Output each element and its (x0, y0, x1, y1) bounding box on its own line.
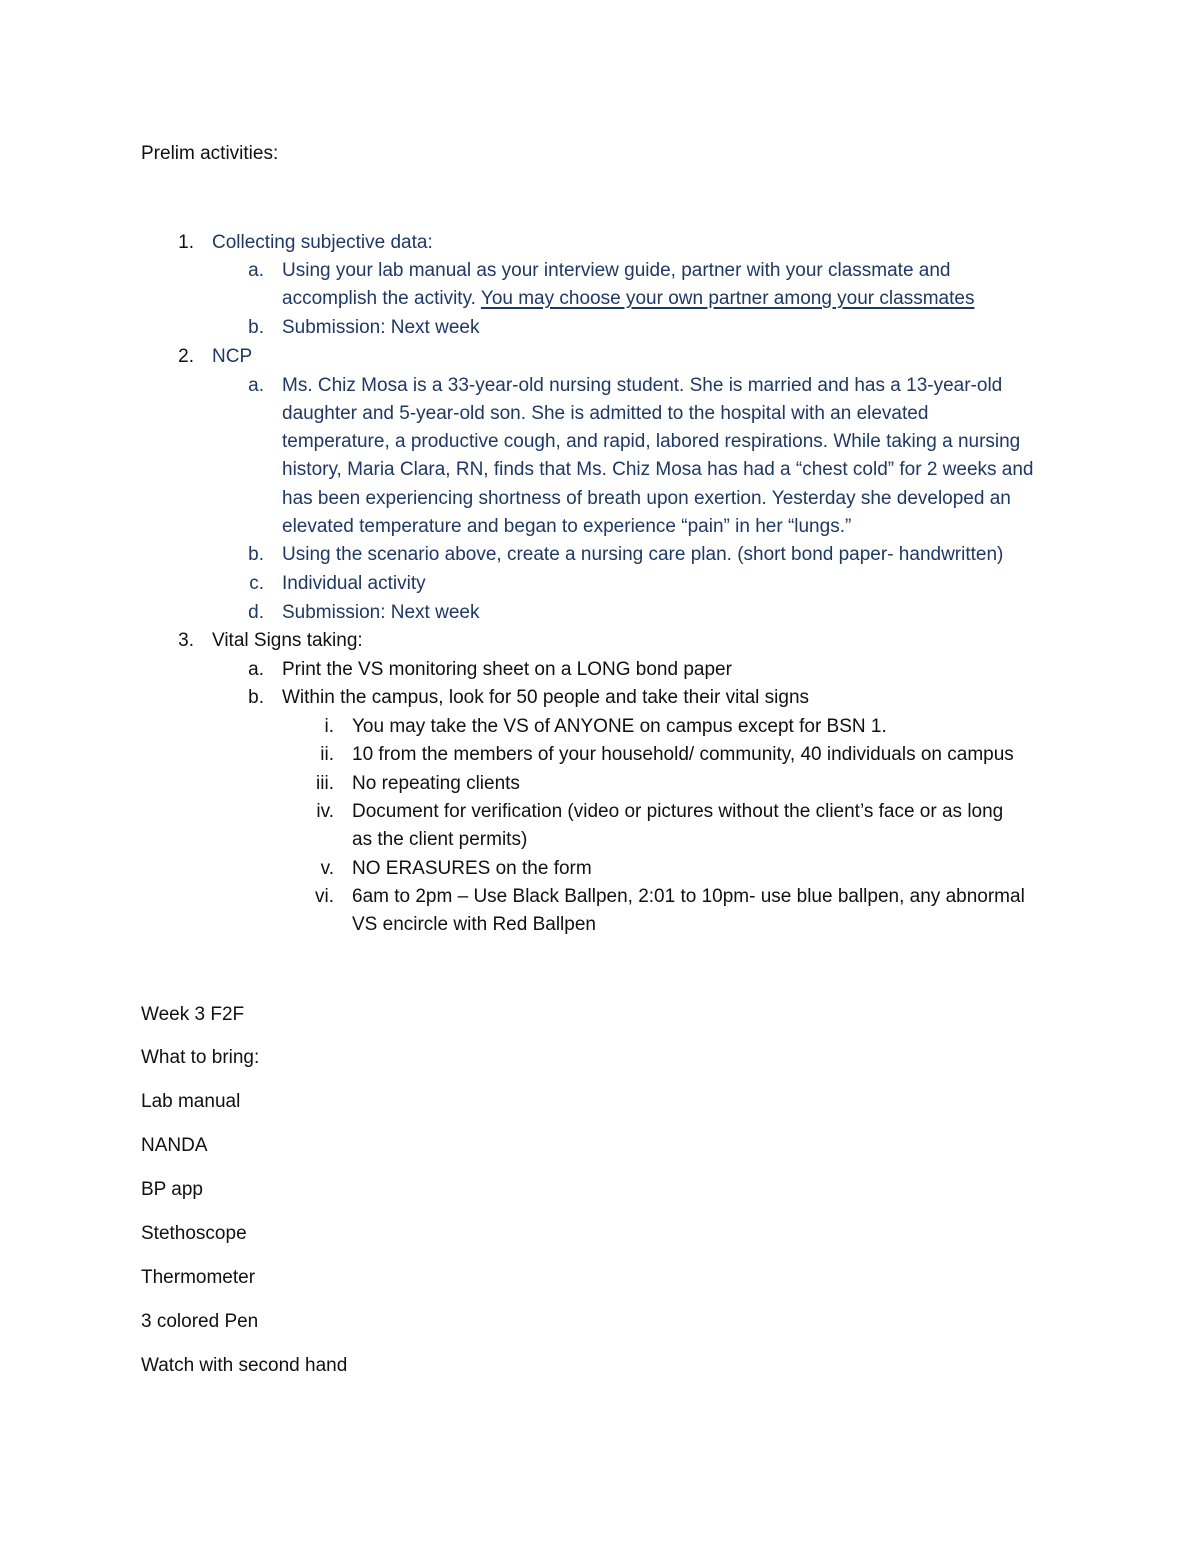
item-3b-i-marker: i. (324, 716, 334, 737)
item-3b-ii-marker: ii. (320, 744, 334, 765)
bring-item: Thermometer (141, 1267, 256, 1288)
item-2a-line-4: history, Maria Clara, RN, finds that Ms. Chiz Mosa has had a “chest cold” for 2 weeks and (282, 459, 1034, 480)
item-2a-line-1: Ms. Chiz Mosa is a 33-year-old nursing student. She is married and has a 13-year-old (282, 375, 1003, 396)
item-1a-line-1: Using your lab manual as your interview guide, partner with your classmate and (282, 260, 951, 281)
item-3b-iv-line-2: as the client permits) (352, 829, 528, 850)
item-2a-line-5: has been experiencing shortness of breath upon exertion. Yesterday she developed an (282, 488, 1011, 509)
item-3a-text: Print the VS monitoring sheet on a LONG bond paper (282, 659, 732, 680)
item-3b-vi-marker: vi. (315, 886, 334, 907)
item-3b-vi-line-2: VS encircle with Red Ballpen (352, 914, 596, 935)
bring-item: NANDA (141, 1135, 208, 1156)
item-3b-vi-line-1: 6am to 2pm – Use Black Ballpen, 2:01 to 10pm- use blue ballpen, any abnormal (352, 886, 1025, 907)
item-2a-marker: a. (248, 375, 264, 396)
item-3-label: Vital Signs taking: (212, 630, 363, 651)
bring-item: Watch with second hand (141, 1355, 348, 1376)
item-3b-iii-marker: iii. (316, 773, 334, 794)
bring-heading: What to bring: (141, 1047, 260, 1068)
week-heading: Week 3 F2F (141, 1004, 245, 1025)
item-3b-iv-line-1: Document for verification (video or pictures without the client’s face or as long (352, 801, 1004, 822)
item-1-label: Collecting subjective data: (212, 232, 433, 253)
item-1a-line-2-plain: accomplish the activity. (282, 288, 481, 309)
item-1b-text: Submission: Next week (282, 317, 480, 338)
item-2-number: 2. (178, 346, 194, 367)
item-3-number: 3. (178, 630, 194, 651)
item-2d-text: Submission: Next week (282, 602, 480, 623)
item-2a-line-3: temperature, a productive cough, and rapid, labored respirations. While taking a nursing (282, 431, 1021, 452)
bring-item: Stethoscope (141, 1223, 247, 1244)
item-3b-v-text: NO ERASURES on the form (352, 858, 592, 879)
item-3b-v-marker: v. (320, 858, 334, 879)
item-1a-marker: a. (248, 260, 264, 281)
bring-item: 3 colored Pen (141, 1311, 259, 1332)
item-2c-marker: c. (249, 573, 264, 594)
bring-item: Lab manual (141, 1091, 241, 1112)
item-3b-ii-text: 10 from the members of your household/ community, 40 individuals on campus (352, 744, 1014, 765)
item-3b-marker: b. (248, 687, 264, 708)
item-3b-text: Within the campus, look for 50 people and take their vital signs (282, 687, 810, 708)
item-2a-line-6: elevated temperature and began to experience “pain” in her “lungs.” (282, 516, 852, 537)
item-1-number: 1. (178, 232, 194, 253)
item-2b-text: Using the scenario above, create a nursing care plan. (short bond paper- handwritten) (282, 544, 1004, 565)
item-2b-marker: b. (248, 544, 264, 565)
item-3b-iv-marker: iv. (316, 801, 334, 822)
item-2-label: NCP (212, 346, 253, 367)
document-title: Prelim activities: (141, 143, 279, 164)
item-3b-iii-text: No repeating clients (352, 773, 520, 794)
bring-item: BP app (141, 1179, 203, 1200)
item-2a-line-2: daughter and 5-year-old son. She is admitted to the hospital with an elevated (282, 403, 929, 424)
item-1a-line-2 (282, 287, 974, 311)
item-1a-underlined-note: You may choose your own partner among your classmates (480, 288, 975, 309)
item-2c-text: Individual activity (282, 573, 426, 594)
item-1b-marker: b. (248, 317, 264, 338)
item-3a-marker: a. (248, 659, 264, 680)
item-3b-i-text: You may take the VS of ANYONE on campus except for BSN 1. (352, 716, 887, 737)
item-2d-marker: d. (248, 602, 264, 623)
